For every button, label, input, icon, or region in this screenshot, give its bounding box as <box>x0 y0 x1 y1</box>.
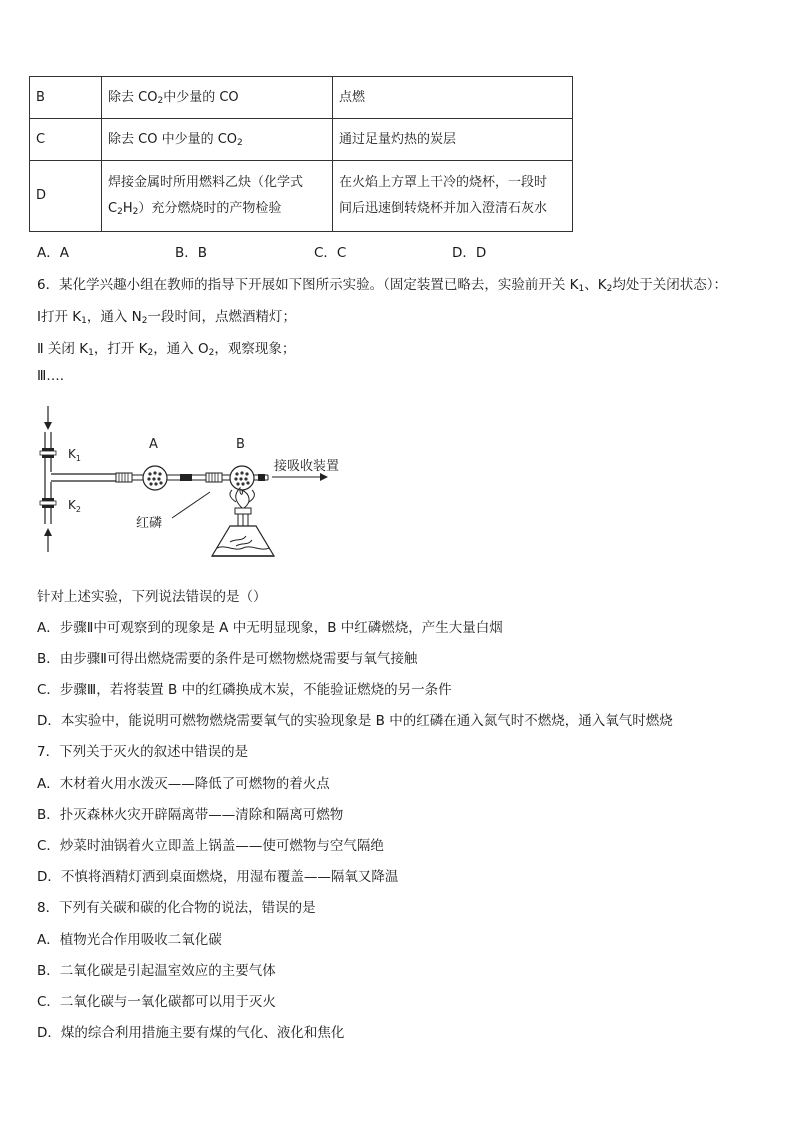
valve-k1 <box>40 448 56 458</box>
apparatus-diagram <box>30 402 360 572</box>
top-inlet-arrow <box>44 406 52 430</box>
q7-option-b: B．扑灭森林火灾开辟隔离带——清除和隔离可燃物 <box>37 807 344 823</box>
q6-option-d: D．本实验中，能说明可燃物燃烧需要氧气的实验现象是 B 中的红磷在通入氮气时不燃烧，通入氧气时燃烧 <box>37 713 673 729</box>
row-method: 通过足量灼热的炭层 <box>333 119 573 161</box>
valve-k2 <box>40 498 56 508</box>
table-row <box>30 77 573 119</box>
label-red-p: 红磷 <box>136 516 163 531</box>
horizontal-tube <box>51 474 118 481</box>
rubber-connector <box>180 474 192 481</box>
choice-b: B．B <box>175 245 208 261</box>
table-row <box>30 119 573 161</box>
q7-option-a: A．木材着火用水泼灭——降低了可燃物的着火点 <box>37 776 330 792</box>
row-method: 在火焰上方罩上干冷的烧杯，一段时 间后迅速倒转烧杯并加入澄清石灰水 <box>333 161 573 232</box>
flame <box>230 488 254 508</box>
q6-question: 针对上述实验，下列说法错误的是（） <box>37 589 267 605</box>
q7-option-d: D．不慎将酒精灯洒到桌面燃烧，用湿布覆盖——隔氧又降温 <box>37 869 399 885</box>
choice-a: A．A <box>37 245 69 261</box>
bottom-inlet-arrow <box>44 528 52 552</box>
choice-d: D．D <box>452 245 487 261</box>
outlet-tube <box>254 474 268 481</box>
bulb-b <box>230 466 254 490</box>
bulb-a <box>143 466 167 490</box>
alcohol-lamp <box>212 508 274 556</box>
outlet-arrow <box>272 473 328 481</box>
q8-option-a: A．植物光合作用吸收二氧化碳 <box>37 932 222 948</box>
label-outlet: 接吸收装置 <box>274 459 340 474</box>
label-a: A <box>149 437 158 452</box>
label-b: B <box>236 437 245 452</box>
row-task: 除去 $CO_2$中少量的 CO <box>102 77 333 119</box>
q6-stem: 6．某化学兴趣小组在教师的指导下开展如下图所示实验。（固定装置已略去，实验前开关 $K_1$、$K_2$均处于关闭状态）： <box>37 277 728 294</box>
table-row <box>30 161 573 232</box>
q6-option-c: C．步骤Ⅲ，若将装置 B 中的红磷换成木炭，不能验证燃烧的另一条件 <box>37 682 452 698</box>
red-p-pointer <box>172 492 210 518</box>
q6-step-2: Ⅱ 关闭 $K_1$，打开 $K_2$，通入 $O_2$，观察现象； <box>37 341 296 358</box>
row-task: 焊接金属时所用燃料乙炔（化学式 $C_2H_2$）充分燃烧时的产物检验 <box>102 161 333 232</box>
label-k2: $K_2$ <box>68 498 81 514</box>
stopper-2 <box>206 473 222 482</box>
q6-option-a: A．步骤Ⅱ中可观察到的现象是 A 中无明显现象，B 中红磷燃烧，产生大量白烟 <box>37 620 503 636</box>
q7-option-c: C．炒菜时油锅着火立即盖上锅盖——使可燃物与空气隔绝 <box>37 838 384 854</box>
row-method: 点燃 <box>333 77 573 119</box>
q6-option-b: B．由步骤Ⅱ可得出燃烧需要的条件是可燃物燃烧需要与氧气接触 <box>37 651 418 667</box>
row-task: 除去 CO 中少量的 $CO_2$ <box>102 119 333 161</box>
q5-choices <box>37 241 597 261</box>
q5-options-table <box>29 76 573 232</box>
label-k1: $K_1$ <box>68 447 81 463</box>
row-label: B <box>30 77 102 119</box>
q8-option-d: D．煤的综合利用措施主要有煤的气化、液化和焦化 <box>37 1025 345 1041</box>
row-label: C <box>30 119 102 161</box>
row-label: D <box>30 161 102 232</box>
choice-c: C．C <box>314 245 347 261</box>
q6-step-3: Ⅲ…. <box>37 368 65 384</box>
q8-option-c: C．二氧化碳与一氧化碳都可以用于灭火 <box>37 994 276 1010</box>
q6-step-1: Ⅰ打开 $K_1$，通入 $N_2$一段时间，点燃酒精灯； <box>37 309 296 326</box>
q8-option-b: B．二氧化碳是引起温室效应的主要气体 <box>37 963 276 979</box>
stopper-1 <box>116 473 132 482</box>
q7-stem: 7．下列关于灭火的叙述中错误的是 <box>37 744 249 760</box>
q8-stem: 8．下列有关碳和碳的化合物的说法，错误的是 <box>37 900 316 916</box>
vertical-tube <box>45 432 51 524</box>
